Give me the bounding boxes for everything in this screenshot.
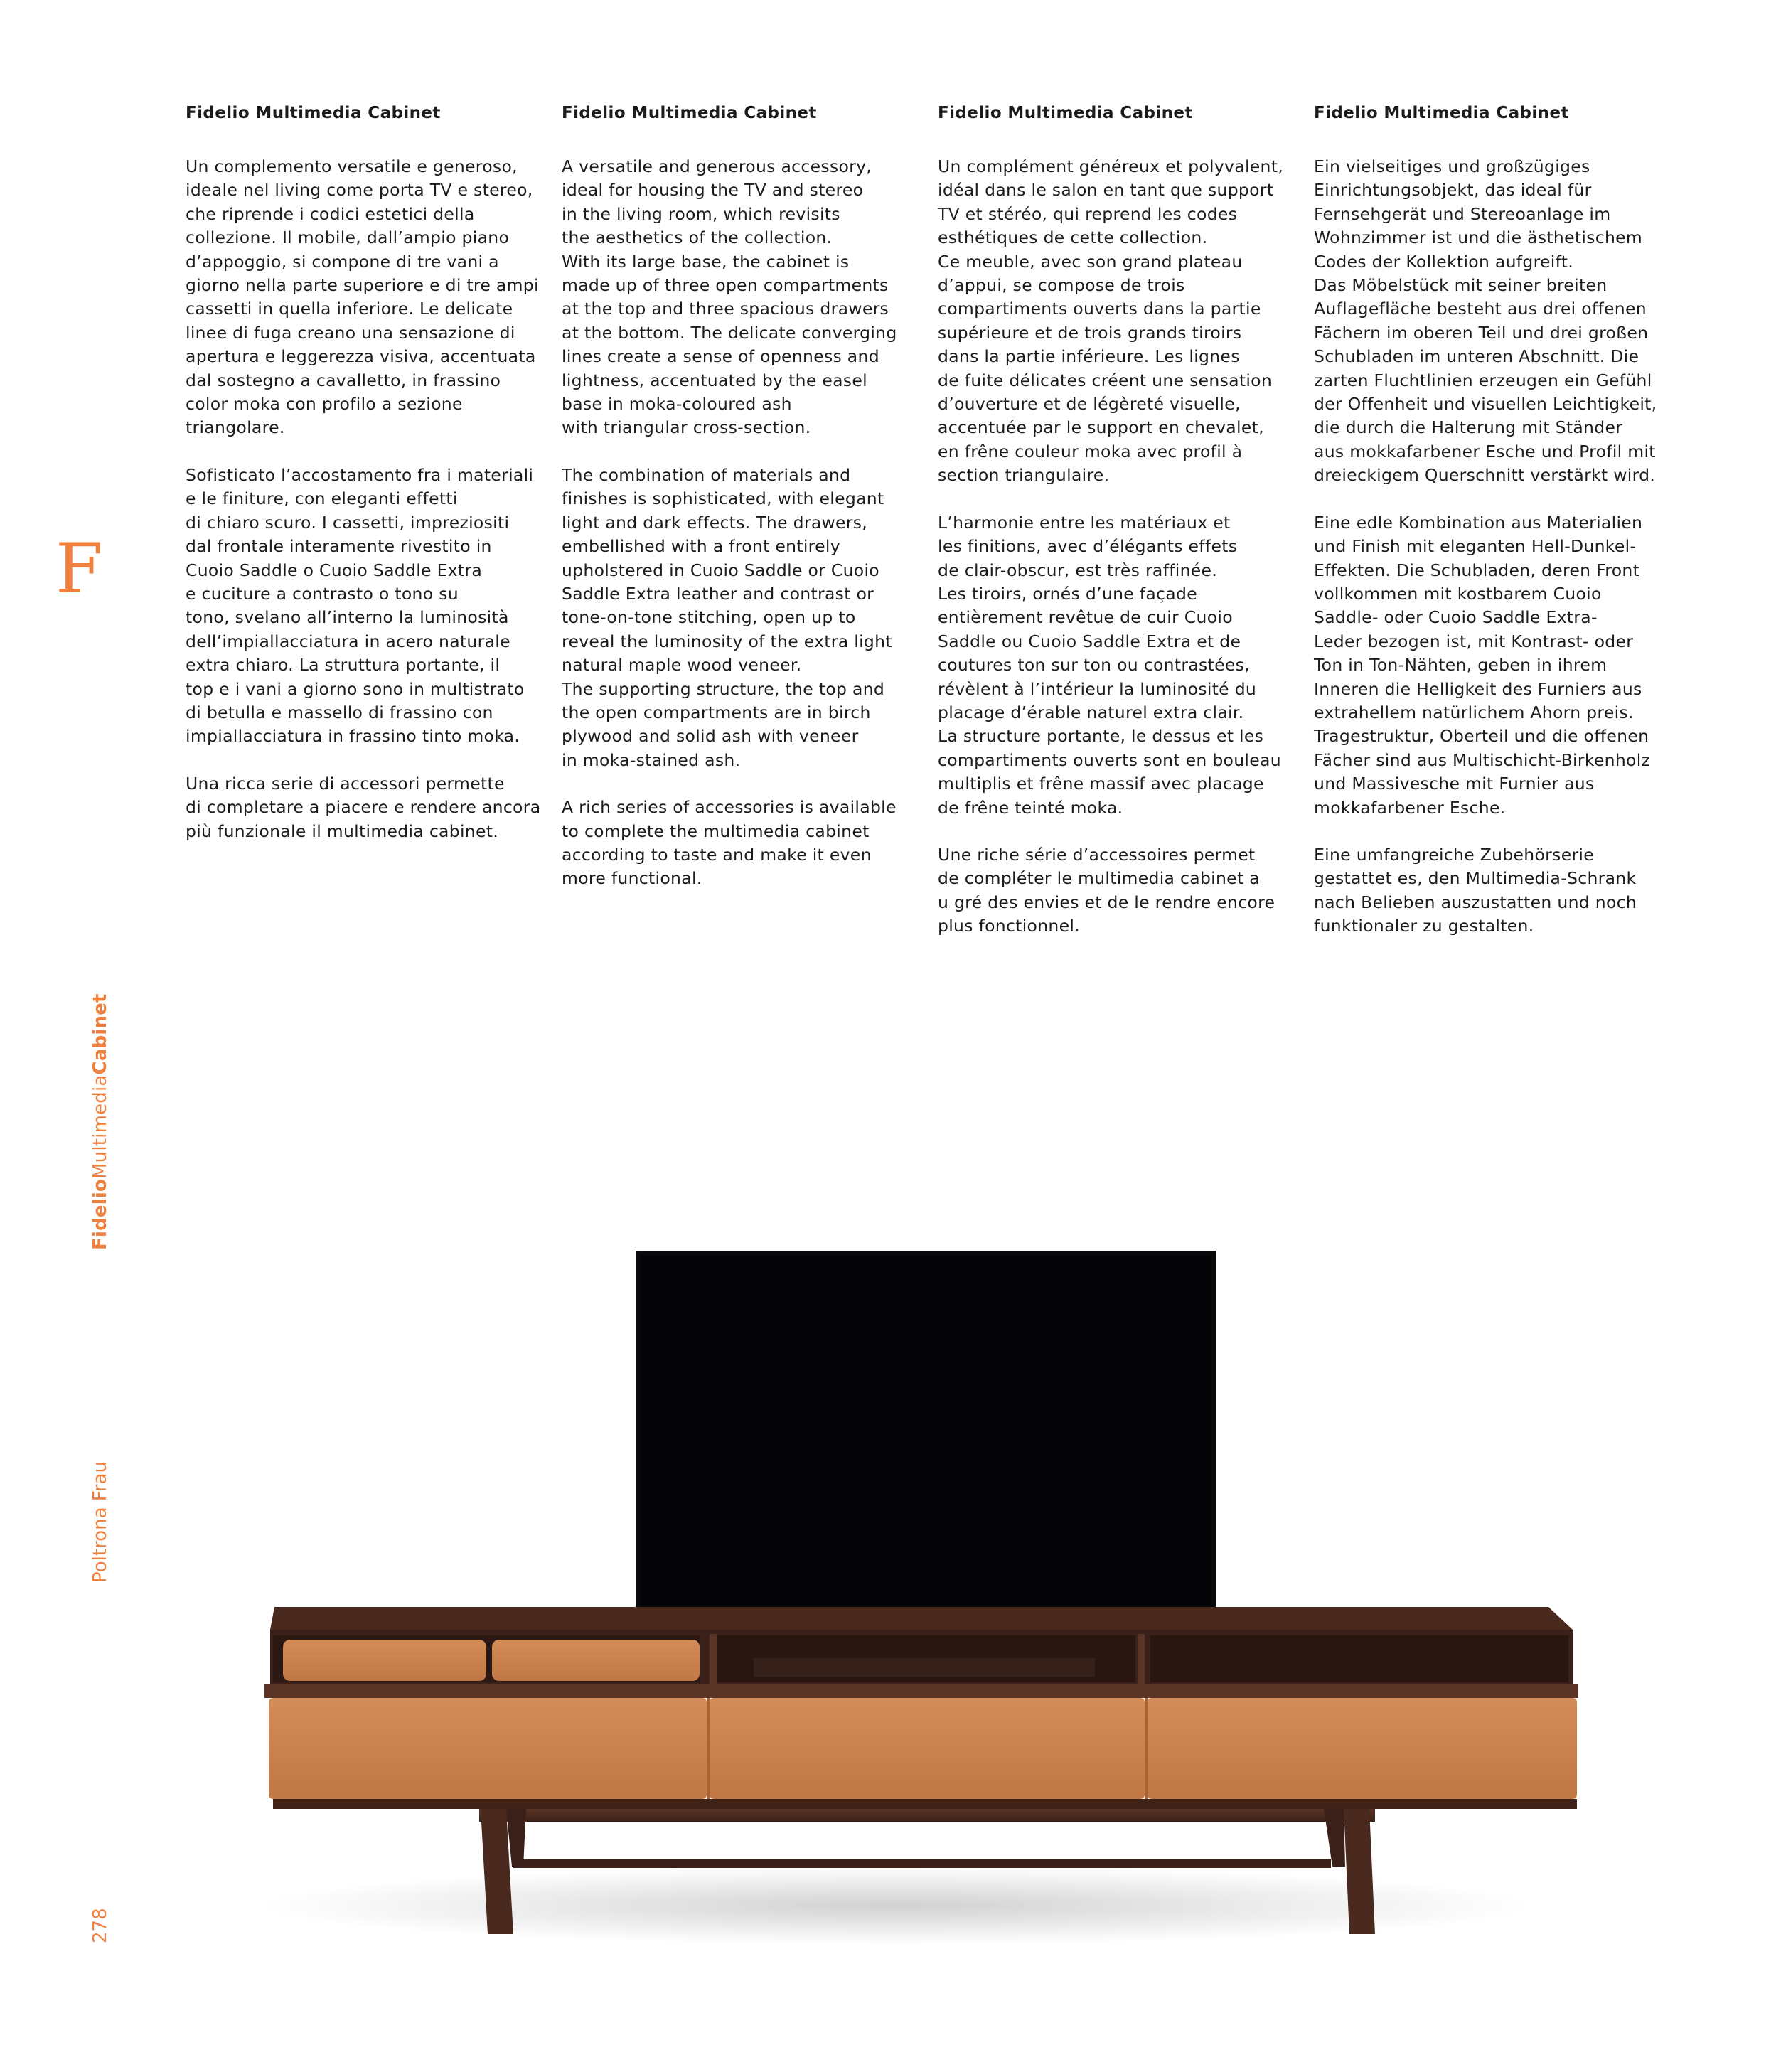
page-number: 278 bbox=[90, 1908, 111, 1943]
paragraph: Une riche série d’accessoires permet de compléter le multimedia cabinet a u gré des envies et de le rendre encore plus fonctionnel. bbox=[938, 844, 1275, 936]
side-title-part: Cabinet bbox=[90, 993, 111, 1075]
paragraph: L’harmonie entre les matériaux et les finitions, avec d’élégants effets de clair-obscur, est très raffinée. Les tiroirs, ornés d’une façade entièrement revêtue de cuir Cuoio Saddle ou Cuoio Saddle Extra et de coutures ton sur ton ou contrastées, révèlent à l’intérieur la luminosité du placage d’érable naturel extra clair. La structure portante, le dessus et les compartiments ouverts sont en bouleau multiplis et frêne massif avec placage de frêne teinté moka. bbox=[938, 512, 1281, 818]
column-title: Fidelio Multimedia Cabinet bbox=[186, 104, 441, 122]
cabinet-top bbox=[270, 1607, 1573, 1630]
product-photo bbox=[0, 1223, 1776, 1970]
leather-tray bbox=[492, 1640, 700, 1681]
section-initial: F bbox=[55, 529, 103, 609]
drawer-right bbox=[1148, 1698, 1577, 1799]
paragraph: Ein vielseitiges und großzügiges Einrichtungsobjekt, das ideal für Fernsehgerät und Stereoanlage im Wohnzimmer ist und die ästhetischem Codes der Kollektion aufgreift. Das Möbelstück mit seiner breiten Auflagefläche besteht aus drei offenen Fächern im oberen Teil und drei großen Schubladen im unteren Abschnitt. Die zarten Fluchtlinien erzeugen ein Gefühl der Offenheit und visuellen Leichtigkeit, die durch die Halterung mit Ständer aus mokkafarbener Esche und Profil mit dreieckigem Querschnitt verstärkt wird. bbox=[1314, 156, 1657, 486]
column-french bbox=[938, 102, 1293, 962]
drawer-left bbox=[269, 1698, 707, 1799]
column-title: Fidelio Multimedia Cabinet bbox=[1314, 104, 1569, 122]
paragraph: Eine umfangreiche Zubehörserie gestattet es, den Multimedia-Schrank nach Belieben auszustatten und noch funktionaler zu gestalten. bbox=[1314, 844, 1637, 936]
paragraph: A rich series of accessories is available to complete the multimedia cabinet according to taste and make it even more functional. bbox=[562, 797, 897, 889]
side-brand: Poltrona Frau bbox=[90, 1461, 111, 1583]
drawer-center bbox=[710, 1698, 1145, 1799]
leather-tray bbox=[283, 1640, 486, 1681]
paragraph: Eine edle Kombination aus Materialien und Finish mit eleganten Hell-Dunkel- Effekten. Die Schubladen, deren Front vollkommen mit kostbarem Cuoio Saddle- oder Cuoio Saddle Extra- Leder bezogen ist, mit Kontrast- oder Ton in Ton-Nähten, geben in ihrem Inneren die Helligkeit des Furniers aus extrahellem natürlichem Ahorn preis. Tragestruktur, Oberteil und die offenen Fächer sind aus Multischicht-Birkenholz und Massivesche mit Furnier aus mokkafarbener Esche. bbox=[1314, 512, 1651, 818]
side-product-title bbox=[90, 993, 111, 1250]
television bbox=[636, 1251, 1216, 1635]
floor-shadow bbox=[256, 1867, 1536, 1945]
paragraph: The combination of materials and finishes is sophisticated, with elegant light and dark effects. The drawers, embellished with a front entirely upholstered in Cuoio Saddle or Cuoio Saddle Extra leather and contrast or tone-on-tone stitching, open up to reveal the luminosity of the extra light natural maple wood veneer. The supporting structure, the top and the open compartments are in birch plywood and solid ash with veneer in moka-stained ash. bbox=[562, 464, 892, 770]
paragraph: Un complément généreux et polyvalent, idéal dans le salon en tant que support TV et stéréo, qui reprend les codes esthétiques de cette collection. Ce meuble, avec son grand plateau d’appui, se compose de trois compartiments ouverts dans la partie supérieure et de trois grands tiroirs dans la partie inférieure. Les lignes de fuite délicates créent une sensation d’ouverture et de légèreté visuelle, accentuée par le support en chevalet, en frêne couleur moka avec profil à section triangulaire. bbox=[938, 156, 1284, 486]
column-italian bbox=[186, 102, 541, 867]
paragraph: Un complemento versatile e generoso, ideale nel living come porta TV e stereo, che riprende i codici estetici della collezione. Il mobile, dall’ampio piano d’appoggio, si compone di tre vani a giorno nella parte superiore e di tre ampi cassetti in quella inferiore. Le delicate linee di fuga creano una sensazione di apertura e leggerezza visiva, accentuata dal sostegno a cavalletto, in frassino color moka con profilo a sezione triangolare. bbox=[186, 156, 539, 438]
paragraph: A versatile and generous accessory, ideal for housing the TV and stereo in the living room, which revisits the aesthetics of the collection. With its large base, the cabinet is made up of three open compartments at the top and three spacious drawers at the bottom. The delicate converging lines create a sense of openness and lightness, accentuated by the easel base in moka-coloured ash with triangular cross-section. bbox=[562, 156, 897, 438]
side-title-part: Fidelio bbox=[90, 1178, 111, 1250]
column-title: Fidelio Multimedia Cabinet bbox=[938, 104, 1193, 122]
paragraph: Una ricca serie di accessori permette di completare a piacere e rendere ancora più funzionale il multimedia cabinet. bbox=[186, 773, 541, 841]
side-title-part: Multimedia bbox=[90, 1074, 111, 1179]
paragraph: Sofisticato l’accostamento fra i materiali e le finiture, con eleganti effetti di chiaro scuro. I cassetti, impreziositi dal frontale interamente rivestito in Cuoio Saddle o Cuoio Saddle Extra e cuciture a contrasto o tono su tono, svelano all’interno la luminosità dell’impiallacciatura in acero naturale extra chiaro. La struttura portante, il top e i vani a giorno sono in multistrato di betulla e massello di frassino con impiallacciatura in frassino tinto moka. bbox=[186, 464, 534, 747]
column-english bbox=[562, 102, 917, 914]
column-title: Fidelio Multimedia Cabinet bbox=[562, 104, 817, 122]
column-german bbox=[1314, 102, 1669, 962]
